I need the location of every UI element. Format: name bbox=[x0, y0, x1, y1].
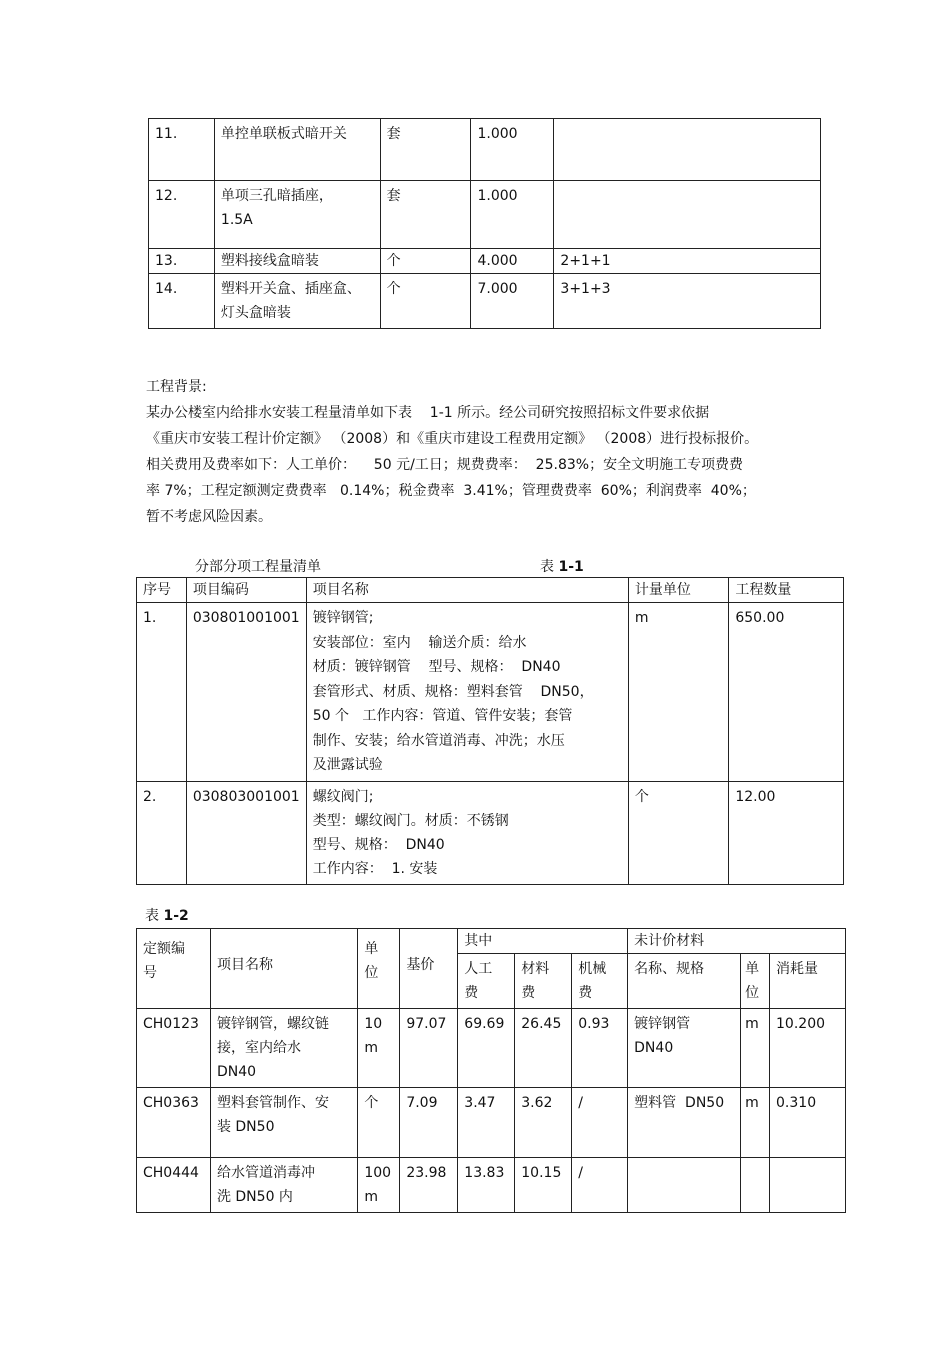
item-code: 030801001001 bbox=[186, 603, 306, 782]
quantity: 650.00 bbox=[729, 603, 844, 782]
material-cost: 3.62 bbox=[515, 1088, 572, 1158]
material-cost: 26.45 bbox=[515, 1009, 572, 1088]
header-cost-breakdown: 其中 bbox=[458, 929, 628, 954]
table-header-row bbox=[137, 578, 844, 603]
row-number: 2. bbox=[137, 781, 187, 884]
table-row bbox=[137, 1088, 846, 1158]
consumption: 10.200 bbox=[770, 1009, 846, 1088]
calculation: 3+1+3 bbox=[554, 274, 821, 329]
material-spec: 塑料管 DN50 bbox=[628, 1088, 741, 1158]
quota-code: CH0444 bbox=[137, 1158, 211, 1213]
header-qty: 工程数量 bbox=[729, 578, 844, 603]
table-row bbox=[137, 781, 844, 884]
table2-label: 表 1-2 bbox=[145, 908, 189, 924]
labor-cost: 69.69 bbox=[458, 1009, 515, 1088]
quantity: 1.000 bbox=[471, 119, 554, 181]
background-line: 暂不考虑风险因素。 bbox=[146, 509, 272, 525]
item-name: 镀锌钢管，螺纹链 接，室内给水 DN40 bbox=[210, 1009, 357, 1088]
row-number: 12. bbox=[149, 181, 215, 249]
item-name: 单项三孔暗插座， 1.5A bbox=[214, 181, 380, 249]
row-number: 13. bbox=[149, 249, 215, 274]
quantity: 1.000 bbox=[471, 181, 554, 249]
unit: 个 bbox=[380, 249, 471, 274]
base-price: 97.07 bbox=[400, 1009, 458, 1088]
labor-cost: 3.47 bbox=[458, 1088, 515, 1158]
row-number: 11. bbox=[149, 119, 215, 181]
calculation: 2+1+1 bbox=[554, 249, 821, 274]
base-price: 23.98 bbox=[400, 1158, 458, 1213]
calculation bbox=[554, 181, 821, 249]
header-uncounted-materials: 未计价材料 bbox=[628, 929, 846, 954]
header-labor: 人工 费 bbox=[458, 954, 515, 1009]
background-line: 相关费用及费率如下：人工单价： 50 元/工日；规费费率： 25.83%；安全文明施工专项费费 bbox=[146, 457, 744, 473]
header-code: 项目编码 bbox=[186, 578, 306, 603]
item-name: 给水管道消毒冲 洗 DN50 内 bbox=[210, 1158, 357, 1213]
table1-caption: 分部分项工程量清单 bbox=[195, 559, 321, 575]
machine-cost: / bbox=[572, 1088, 628, 1158]
row-number: 1. bbox=[137, 603, 187, 782]
project-background bbox=[146, 374, 826, 530]
material-unit bbox=[741, 1158, 770, 1213]
background-line: 《重庆市安装工程计价定额》 （2008）和《重庆市建设工程费用定额》 （2008）进行投标报价。 bbox=[146, 431, 759, 447]
machine-cost: 0.93 bbox=[572, 1009, 628, 1088]
quantity: 12.00 bbox=[729, 781, 844, 884]
quantity-table-continued bbox=[148, 118, 821, 329]
item-name: 塑料接线盒暗装 bbox=[214, 249, 380, 274]
quota-price-table bbox=[136, 928, 846, 1213]
base-price: 7.09 bbox=[400, 1088, 458, 1158]
header-unit: 单 位 bbox=[358, 929, 400, 1009]
table-row bbox=[149, 274, 821, 329]
quota-code: CH0363 bbox=[137, 1088, 211, 1158]
material-cost: 10.15 bbox=[515, 1158, 572, 1213]
unit: 100 m bbox=[358, 1158, 400, 1213]
header-consumption: 消耗量 bbox=[770, 954, 846, 1009]
material-spec: 镀锌钢管 DN40 bbox=[628, 1009, 741, 1088]
header-base-price: 基价 bbox=[400, 929, 458, 1009]
unit: 个 bbox=[358, 1088, 400, 1158]
item-name: 单控单联板式暗开关 bbox=[214, 119, 380, 181]
table-row bbox=[137, 603, 844, 782]
quota-code: CH0123 bbox=[137, 1009, 211, 1088]
header-material: 材料 费 bbox=[515, 954, 572, 1009]
calculation bbox=[554, 119, 821, 181]
item-name: 塑料开关盒、插座盒、 灯头盒暗装 bbox=[214, 274, 380, 329]
item-code: 030803001001 bbox=[186, 781, 306, 884]
table-row bbox=[149, 119, 821, 181]
material-unit: m bbox=[741, 1009, 770, 1088]
header-name: 项目名称 bbox=[306, 578, 628, 603]
item-name: 螺纹阀门; 类型：螺纹阀门。材质：不锈钢 型号、规格： DN40 工作内容： 1. 安装 bbox=[306, 781, 628, 884]
table1-label: 表 1-1 bbox=[540, 559, 584, 575]
unit: 10 m bbox=[358, 1009, 400, 1088]
material-spec bbox=[628, 1158, 741, 1213]
unit: 个 bbox=[628, 781, 728, 884]
item-name: 镀锌钢管; 安装部位：室内 输送介质：给水 材质：镀锌钢管 型号、规格： DN40 套管形式、材质、规格：塑料套管 DN50， 50 个 工作内容：管道、管件安装；套管 制作、安装；给水管道消毒、冲洗；水压 及泄露试验 bbox=[306, 603, 628, 782]
background-line: 某办公楼室内给排水安装工程量清单如下表 1-1 所示。经公司研究按照招标文件要求依据 bbox=[146, 405, 710, 421]
row-number: 14. bbox=[149, 274, 215, 329]
table-row bbox=[137, 1158, 846, 1213]
background-line: 率 7%；工程定额测定费费率 0.14%；税金费率 3.41%；管理费费率 60%；利润费率 40%； bbox=[146, 483, 756, 499]
table-row bbox=[137, 1009, 846, 1088]
consumption bbox=[770, 1158, 846, 1213]
table-header-row bbox=[137, 929, 846, 954]
consumption: 0.310 bbox=[770, 1088, 846, 1158]
unit: 个 bbox=[380, 274, 471, 329]
machine-cost: / bbox=[572, 1158, 628, 1213]
bill-of-quantities-table bbox=[136, 577, 844, 885]
header-unit: 计量单位 bbox=[628, 578, 728, 603]
header-name: 项目名称 bbox=[210, 929, 357, 1009]
material-unit: m bbox=[741, 1088, 770, 1158]
labor-cost: 13.83 bbox=[458, 1158, 515, 1213]
header-code: 定额编 号 bbox=[137, 929, 211, 1009]
table-row bbox=[149, 249, 821, 274]
header-spec-unit: 单 位 bbox=[741, 954, 770, 1009]
header-spec: 名称、规格 bbox=[628, 954, 741, 1009]
unit: 套 bbox=[380, 119, 471, 181]
table-row bbox=[149, 181, 821, 249]
item-name: 塑料套管制作、安 装 DN50 bbox=[210, 1088, 357, 1158]
header-no: 序号 bbox=[137, 578, 187, 603]
unit: m bbox=[628, 603, 728, 782]
quantity: 7.000 bbox=[471, 274, 554, 329]
background-title: 工程背景: bbox=[146, 379, 207, 395]
header-machine: 机械 费 bbox=[572, 954, 628, 1009]
quantity: 4.000 bbox=[471, 249, 554, 274]
unit: 套 bbox=[380, 181, 471, 249]
